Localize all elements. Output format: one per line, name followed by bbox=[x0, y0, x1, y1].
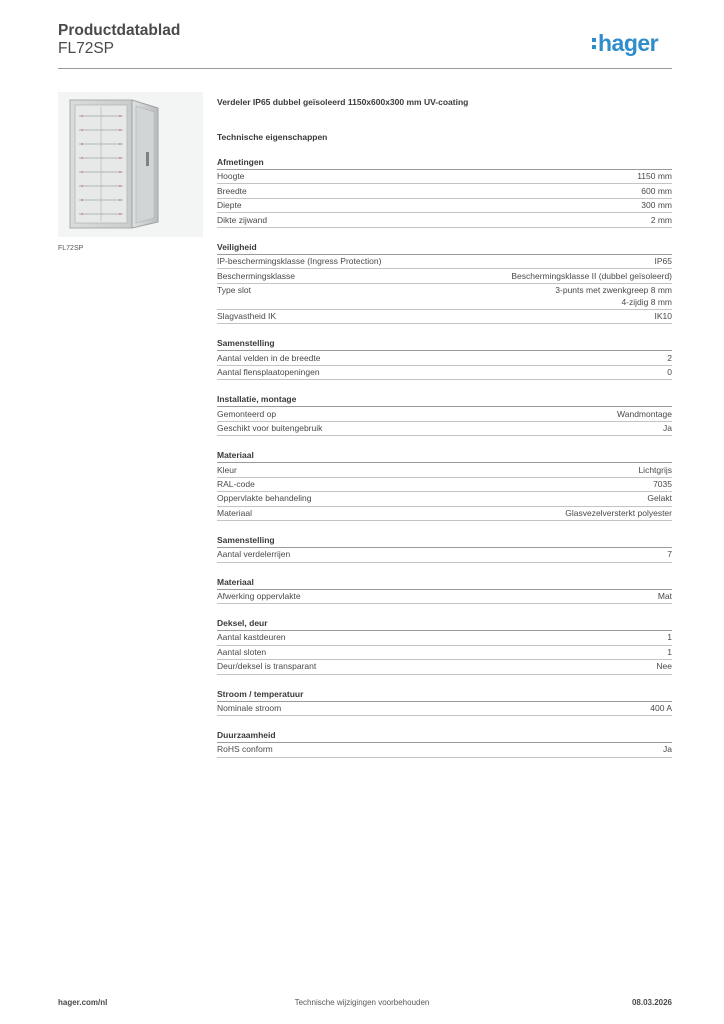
spec-label: Beschermingsklasse bbox=[217, 270, 295, 281]
spec-label: Diepte bbox=[217, 200, 242, 211]
section-title: Afmetingen bbox=[217, 156, 672, 170]
spec-label: Hoogte bbox=[217, 171, 245, 182]
spec-label: Breedte bbox=[217, 185, 247, 196]
spec-row bbox=[217, 492, 672, 506]
spec-label: IP-beschermingsklasse (Ingress Protection) bbox=[217, 256, 382, 267]
spec-value: Glasvezelversterkt polyester bbox=[565, 507, 672, 518]
spec-label: Oppervlakte behandeling bbox=[217, 493, 312, 504]
section-title: Veiligheid bbox=[217, 241, 672, 255]
spec-section bbox=[217, 337, 672, 380]
spec-row bbox=[217, 478, 672, 492]
spec-value: IK10 bbox=[654, 311, 672, 322]
spec-row bbox=[217, 507, 672, 521]
section-title: Deksel, deur bbox=[217, 617, 672, 631]
spec-label: Slagvastheid IK bbox=[217, 311, 277, 322]
header-divider bbox=[58, 68, 672, 69]
spec-section bbox=[217, 449, 672, 521]
spec-section bbox=[217, 534, 672, 562]
spec-section bbox=[217, 729, 672, 757]
spec-label: RoHS conform bbox=[217, 744, 273, 755]
spec-label: Aantal velden in de breedte bbox=[217, 352, 321, 363]
spec-row bbox=[217, 351, 672, 365]
spec-value: 1 bbox=[667, 646, 672, 657]
spec-row bbox=[217, 646, 672, 660]
spec-value: Lichtgrijs bbox=[638, 464, 672, 475]
product-image-caption: FL72SP bbox=[58, 245, 84, 252]
section-title: Samenstelling bbox=[217, 337, 672, 351]
spec-value: 3-punts met zwenkgreep 8 mm 4-zijdig 8 mm bbox=[555, 285, 672, 307]
footer-date: 08.03.2026 bbox=[631, 998, 672, 1007]
spec-label: Geschikt voor buitengebruik bbox=[217, 423, 323, 434]
spec-section bbox=[217, 617, 672, 674]
spec-value: 1150 mm bbox=[637, 171, 672, 182]
spec-value: 400 A bbox=[650, 702, 672, 713]
spec-value: 0 bbox=[667, 367, 672, 378]
spec-label: Afwerking oppervlakte bbox=[217, 590, 301, 601]
spec-row bbox=[217, 631, 672, 645]
spec-value: 1 bbox=[667, 632, 672, 643]
section-title: Duurzaamheid bbox=[217, 729, 672, 743]
spec-row bbox=[217, 213, 672, 227]
spec-row bbox=[217, 255, 672, 269]
spec-value: Gelakt bbox=[647, 493, 672, 504]
spec-label: Nominale stroom bbox=[217, 702, 282, 713]
section-title: Stroom / temperatuur bbox=[217, 688, 672, 702]
spec-section bbox=[217, 241, 672, 324]
spec-value: 7 bbox=[667, 549, 672, 560]
section-title: Installatie, montage bbox=[217, 393, 672, 407]
spec-row bbox=[217, 366, 672, 380]
spec-value: Beschermingsklasse II (dubbel geïsoleerd) bbox=[511, 270, 672, 281]
spec-row bbox=[217, 407, 672, 421]
spec-label: Aantal flensplaatopeningen bbox=[217, 367, 320, 378]
spec-row bbox=[217, 660, 672, 674]
logo-wordmark: hager bbox=[598, 29, 659, 56]
spec-row bbox=[217, 463, 672, 477]
spec-content bbox=[217, 96, 672, 758]
spec-section bbox=[217, 156, 672, 228]
spec-label: Aantal kastdeuren bbox=[217, 632, 286, 643]
logo-colon-icon bbox=[592, 38, 596, 49]
spec-label: Deur/deksel is transparant bbox=[217, 661, 317, 672]
spec-value: Wandmontage bbox=[617, 408, 672, 419]
page-title: Productdatablad bbox=[58, 22, 181, 39]
spec-value: 7035 bbox=[653, 478, 672, 489]
spec-section bbox=[217, 393, 672, 436]
product-description: Verdeler IP65 dubbel geïsoleerd 1150x600x300 mm UV-coating bbox=[217, 97, 469, 107]
footer-website: hager.com/nl bbox=[58, 998, 108, 1007]
spec-value: 300 mm bbox=[641, 200, 672, 211]
spec-row bbox=[217, 743, 672, 757]
product-image bbox=[58, 92, 203, 237]
spec-value: 600 mm bbox=[641, 185, 672, 196]
product-code: FL72SP bbox=[58, 40, 115, 57]
hager-logo bbox=[592, 29, 658, 57]
spec-label: Aantal verdelerrijen bbox=[217, 549, 291, 560]
section-title: Materiaal bbox=[217, 449, 672, 463]
spec-value: Nee bbox=[656, 661, 672, 672]
spec-label: Kleur bbox=[217, 464, 237, 475]
spec-row bbox=[217, 170, 672, 184]
spec-label: Type slot bbox=[217, 285, 252, 296]
spec-row bbox=[217, 548, 672, 562]
section-title: Samenstelling bbox=[217, 534, 672, 548]
spec-row bbox=[217, 590, 672, 604]
spec-value: 2 mm bbox=[650, 214, 672, 225]
section-title: Materiaal bbox=[217, 576, 672, 590]
spec-label: Dikte zijwand bbox=[217, 214, 268, 225]
spec-sections bbox=[217, 156, 672, 758]
spec-row bbox=[217, 284, 672, 310]
spec-section bbox=[217, 688, 672, 716]
spec-label: Aantal sloten bbox=[217, 646, 267, 657]
spec-label: Materiaal bbox=[217, 507, 252, 518]
footer-disclaimer: Technische wijzigingen voorbehouden bbox=[294, 998, 430, 1007]
spec-value: 2 bbox=[667, 352, 672, 363]
spec-value: Ja bbox=[663, 423, 672, 434]
spec-row bbox=[217, 310, 672, 324]
spec-label: RAL-code bbox=[217, 478, 255, 489]
spec-row bbox=[217, 269, 672, 283]
spec-row bbox=[217, 702, 672, 716]
spec-value: Ja bbox=[663, 744, 672, 755]
spec-value: IP65 bbox=[654, 256, 672, 267]
tech-properties-heading: Technische eigenschappen bbox=[217, 132, 328, 142]
spec-section bbox=[217, 576, 672, 604]
spec-value: Mat bbox=[657, 590, 672, 601]
spec-row bbox=[217, 422, 672, 436]
enclosure-cabinet-icon bbox=[58, 92, 203, 237]
spec-row bbox=[217, 199, 672, 213]
spec-row bbox=[217, 184, 672, 198]
spec-label: Gemonteerd op bbox=[217, 408, 277, 419]
